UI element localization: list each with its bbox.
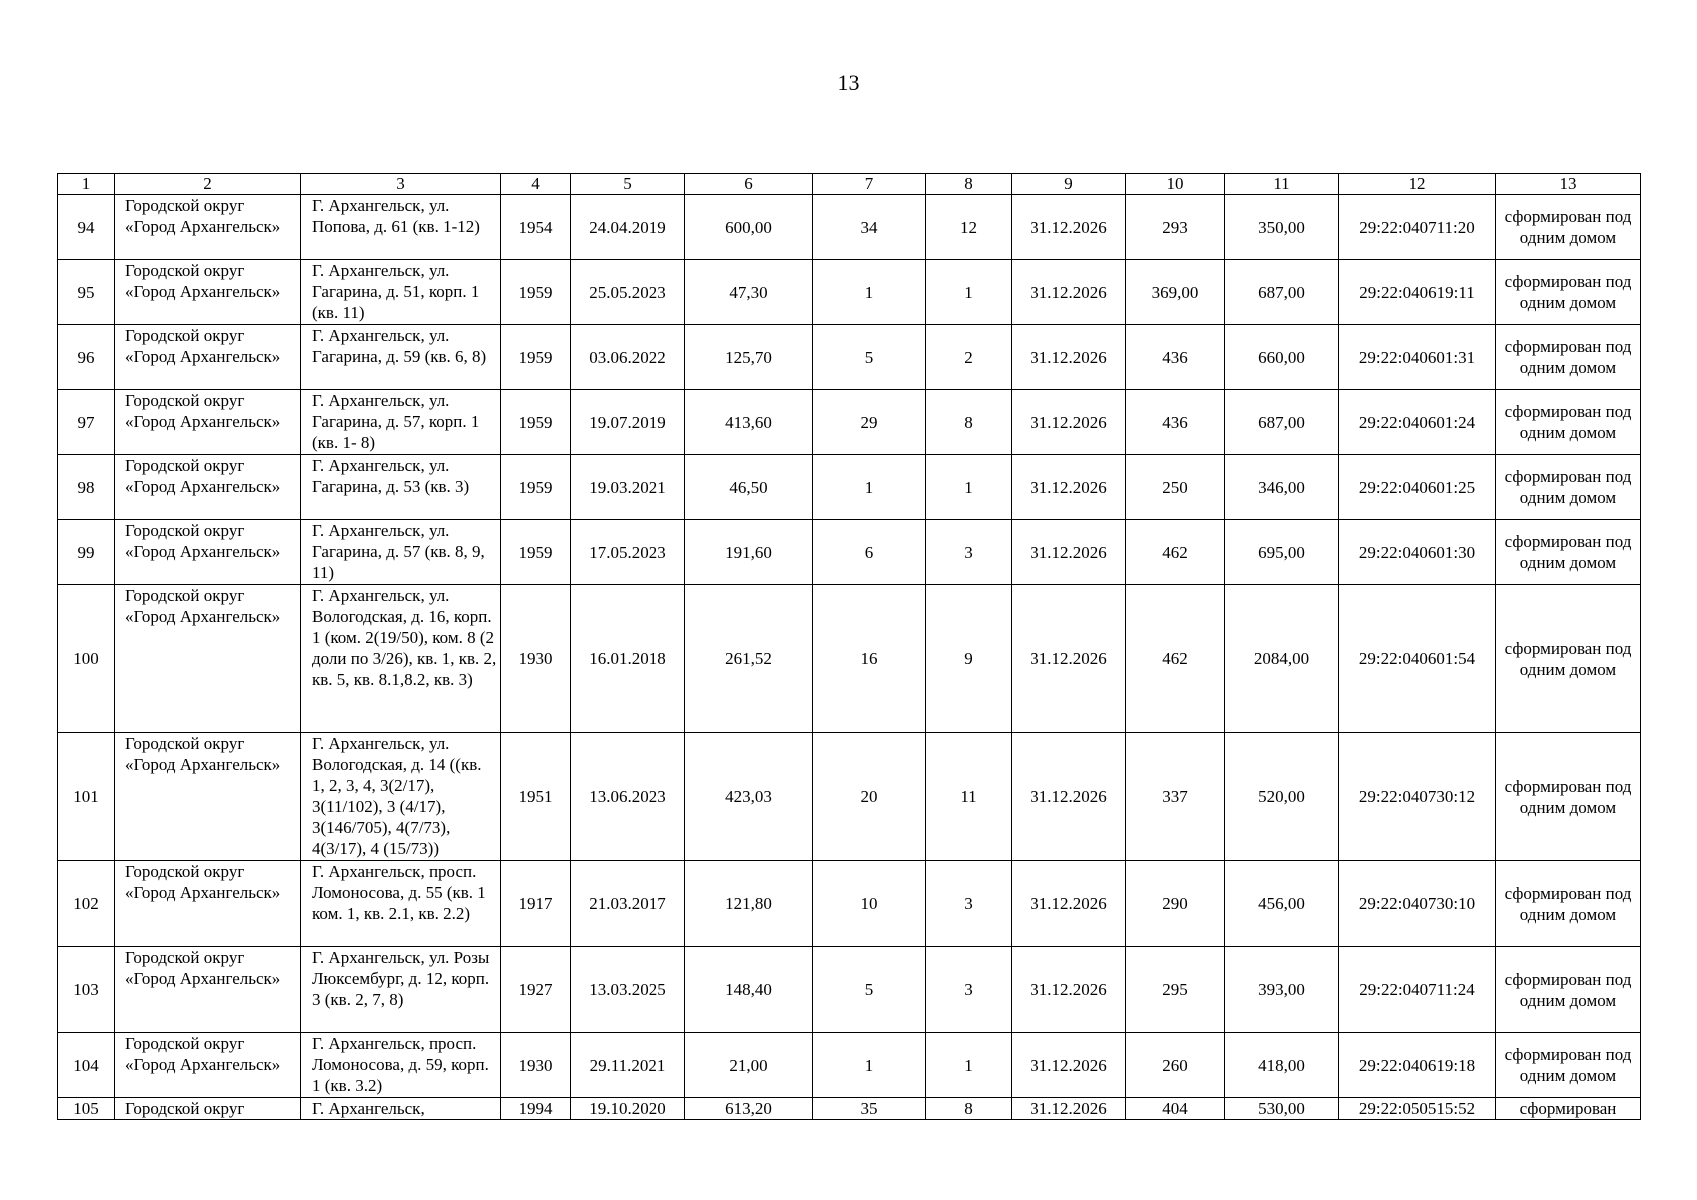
count-cell: 3	[926, 520, 1012, 585]
count-cell: 1	[926, 260, 1012, 325]
count-cell: 12	[926, 195, 1012, 260]
table-row	[58, 390, 1641, 455]
count-cell: 1	[926, 1033, 1012, 1098]
value-cell: 418,00	[1225, 1033, 1339, 1098]
area-cell: 46,50	[685, 455, 813, 520]
value-cell: 462	[1126, 520, 1225, 585]
value-cell: 293	[1126, 195, 1225, 260]
year-cell: 1927	[501, 947, 571, 1033]
column-header: 6	[685, 174, 813, 195]
count-cell: 9	[926, 585, 1012, 733]
row-number: 104	[58, 1033, 115, 1098]
value-cell: 660,00	[1225, 325, 1339, 390]
value-cell: 695,00	[1225, 520, 1339, 585]
column-header: 4	[501, 174, 571, 195]
row-number: 98	[58, 455, 115, 520]
count-cell: 8	[926, 390, 1012, 455]
value-cell: 687,00	[1225, 390, 1339, 455]
address-cell: Г. Архангельск, ул. Вологодская, д. 16, корп. 1 (ком. 2(19/50), ком. 8 (2 доли по 3/26), кв. 1, кв. 2, кв. 5, кв. 8.1,8.2, кв. 3)	[301, 585, 501, 733]
area-cell: 613,20	[685, 1098, 813, 1120]
deadline-cell: 31.12.2026	[1012, 1098, 1126, 1120]
owner-cell: Городской округ «Город Архангельск»	[115, 1033, 301, 1098]
value-cell: 404	[1126, 1098, 1225, 1120]
row-number: 101	[58, 733, 115, 861]
value-cell: 350,00	[1225, 195, 1339, 260]
deadline-cell: 31.12.2026	[1012, 1033, 1126, 1098]
column-header: 11	[1225, 174, 1339, 195]
owner-cell: Городской округ «Город Архангельск»	[115, 390, 301, 455]
area-cell: 261,52	[685, 585, 813, 733]
year-cell: 1930	[501, 1033, 571, 1098]
count-cell: 34	[813, 195, 926, 260]
table-row	[58, 455, 1641, 520]
column-header: 12	[1339, 174, 1496, 195]
status-cell: сформирован под одним домом	[1496, 861, 1641, 947]
status-cell: сформирован под одним домом	[1496, 520, 1641, 585]
count-cell: 1	[813, 455, 926, 520]
count-cell: 8	[926, 1098, 1012, 1120]
count-cell: 3	[926, 947, 1012, 1033]
table-row	[58, 733, 1641, 861]
date-cell: 21.03.2017	[571, 861, 685, 947]
owner-cell: Городской округ «Город Архангельск»	[115, 861, 301, 947]
deadline-cell: 31.12.2026	[1012, 195, 1126, 260]
row-number: 100	[58, 585, 115, 733]
address-cell: Г. Архангельск, ул. Гагарина, д. 53 (кв. 3)	[301, 455, 501, 520]
row-number: 99	[58, 520, 115, 585]
count-cell: 16	[813, 585, 926, 733]
column-header: 8	[926, 174, 1012, 195]
date-cell: 13.03.2025	[571, 947, 685, 1033]
owner-cell: Городской округ «Город Архангельск»	[115, 260, 301, 325]
owner-cell: Городской округ «Город Архангельск»	[115, 733, 301, 861]
address-cell: Г. Архангельск, ул. Розы Люксембург, д. 12, корп. 3 (кв. 2, 7, 8)	[301, 947, 501, 1033]
row-number: 102	[58, 861, 115, 947]
cadastral-number-cell: 29:22:040619:11	[1339, 260, 1496, 325]
table-row	[58, 1033, 1641, 1098]
count-cell: 5	[813, 325, 926, 390]
address-cell: Г. Архангельск, ул. Гагарина, д. 59 (кв. 6, 8)	[301, 325, 501, 390]
area-cell: 600,00	[685, 195, 813, 260]
row-number: 103	[58, 947, 115, 1033]
area-cell: 121,80	[685, 861, 813, 947]
address-cell: Г. Архангельск,	[301, 1098, 501, 1120]
deadline-cell: 31.12.2026	[1012, 520, 1126, 585]
table-row	[58, 1098, 1641, 1120]
date-cell: 24.04.2019	[571, 195, 685, 260]
deadline-cell: 31.12.2026	[1012, 390, 1126, 455]
date-cell: 16.01.2018	[571, 585, 685, 733]
owner-cell: Городской округ «Город Архангельск»	[115, 585, 301, 733]
column-header: 9	[1012, 174, 1126, 195]
cadastral-number-cell: 29:22:050515:52	[1339, 1098, 1496, 1120]
owner-cell: Городской округ	[115, 1098, 301, 1120]
area-cell: 413,60	[685, 390, 813, 455]
cadastral-number-cell: 29:22:040601:30	[1339, 520, 1496, 585]
count-cell: 1	[926, 455, 1012, 520]
value-cell: 436	[1126, 325, 1225, 390]
count-cell: 29	[813, 390, 926, 455]
status-cell: сформирован под одним домом	[1496, 1033, 1641, 1098]
value-cell: 290	[1126, 861, 1225, 947]
column-header: 1	[58, 174, 115, 195]
row-number: 94	[58, 195, 115, 260]
cadastral-number-cell: 29:22:040601:25	[1339, 455, 1496, 520]
area-cell: 125,70	[685, 325, 813, 390]
value-cell: 520,00	[1225, 733, 1339, 861]
count-cell: 10	[813, 861, 926, 947]
count-cell: 1	[813, 260, 926, 325]
value-cell: 456,00	[1225, 861, 1339, 947]
status-cell: сформирован под одним домом	[1496, 585, 1641, 733]
value-cell: 2084,00	[1225, 585, 1339, 733]
value-cell: 393,00	[1225, 947, 1339, 1033]
year-cell: 1959	[501, 390, 571, 455]
deadline-cell: 31.12.2026	[1012, 947, 1126, 1033]
date-cell: 13.06.2023	[571, 733, 685, 861]
year-cell: 1930	[501, 585, 571, 733]
area-cell: 148,40	[685, 947, 813, 1033]
value-cell: 250	[1126, 455, 1225, 520]
count-cell: 20	[813, 733, 926, 861]
date-cell: 17.05.2023	[571, 520, 685, 585]
count-cell: 6	[813, 520, 926, 585]
value-cell: 369,00	[1126, 260, 1225, 325]
status-cell: сформирован под одним домом	[1496, 325, 1641, 390]
value-cell: 337	[1126, 733, 1225, 861]
status-cell: сформирован под одним домом	[1496, 947, 1641, 1033]
year-cell: 1917	[501, 861, 571, 947]
address-cell: Г. Архангельск, ул. Попова, д. 61 (кв. 1-12)	[301, 195, 501, 260]
area-cell: 191,60	[685, 520, 813, 585]
count-cell: 5	[813, 947, 926, 1033]
table-row	[58, 861, 1641, 947]
table-row	[58, 260, 1641, 325]
area-cell: 47,30	[685, 260, 813, 325]
date-cell: 19.07.2019	[571, 390, 685, 455]
row-number: 97	[58, 390, 115, 455]
status-cell: сформирован под одним домом	[1496, 390, 1641, 455]
table-row	[58, 585, 1641, 733]
address-cell: Г. Архангельск, ул. Вологодская, д. 14 ((кв. 1, 2, 3, 4, 3(2/17), 3(11/102), 3 (4/17), 3(146/705), 4(7/73), 4(3/17), 4 (15/73))	[301, 733, 501, 861]
cadastral-number-cell: 29:22:040601:54	[1339, 585, 1496, 733]
column-header: 7	[813, 174, 926, 195]
deadline-cell: 31.12.2026	[1012, 585, 1126, 733]
deadline-cell: 31.12.2026	[1012, 260, 1126, 325]
status-cell: сформирован	[1496, 1098, 1641, 1120]
count-cell: 35	[813, 1098, 926, 1120]
cadastral-number-cell: 29:22:040730:12	[1339, 733, 1496, 861]
area-cell: 21,00	[685, 1033, 813, 1098]
column-header: 2	[115, 174, 301, 195]
status-cell: сформирован под одним домом	[1496, 733, 1641, 861]
deadline-cell: 31.12.2026	[1012, 861, 1126, 947]
address-cell: Г. Архангельск, просп. Ломоносова, д. 55 (кв. 1 ком. 1, кв. 2.1, кв. 2.2)	[301, 861, 501, 947]
cadastral-number-cell: 29:22:040730:10	[1339, 861, 1496, 947]
table-row	[58, 325, 1641, 390]
date-cell: 19.03.2021	[571, 455, 685, 520]
year-cell: 1959	[501, 520, 571, 585]
status-cell: сформирован под одним домом	[1496, 195, 1641, 260]
address-cell: Г. Архангельск, ул. Гагарина, д. 57, корп. 1 (кв. 1- 8)	[301, 390, 501, 455]
housing-registry-table	[57, 173, 1641, 1120]
deadline-cell: 31.12.2026	[1012, 455, 1126, 520]
owner-cell: Городской округ «Город Архангельск»	[115, 195, 301, 260]
address-cell: Г. Архангельск, ул. Гагарина, д. 57 (кв. 8, 9, 11)	[301, 520, 501, 585]
column-header: 10	[1126, 174, 1225, 195]
header-row	[58, 174, 1641, 195]
row-number: 96	[58, 325, 115, 390]
value-cell: 687,00	[1225, 260, 1339, 325]
status-cell: сформирован под одним домом	[1496, 455, 1641, 520]
owner-cell: Городской округ «Город Архангельск»	[115, 520, 301, 585]
year-cell: 1994	[501, 1098, 571, 1120]
cadastral-number-cell: 29:22:040711:20	[1339, 195, 1496, 260]
cadastral-number-cell: 29:22:040601:24	[1339, 390, 1496, 455]
column-header: 5	[571, 174, 685, 195]
year-cell: 1959	[501, 325, 571, 390]
address-cell: Г. Архангельск, просп. Ломоносова, д. 59, корп. 1 (кв. 3.2)	[301, 1033, 501, 1098]
year-cell: 1959	[501, 260, 571, 325]
row-number: 95	[58, 260, 115, 325]
year-cell: 1959	[501, 455, 571, 520]
date-cell: 19.10.2020	[571, 1098, 685, 1120]
date-cell: 03.06.2022	[571, 325, 685, 390]
cadastral-number-cell: 29:22:040711:24	[1339, 947, 1496, 1033]
table-row	[58, 520, 1641, 585]
column-header: 3	[301, 174, 501, 195]
row-number: 105	[58, 1098, 115, 1120]
deadline-cell: 31.12.2026	[1012, 325, 1126, 390]
value-cell: 346,00	[1225, 455, 1339, 520]
cadastral-number-cell: 29:22:040619:18	[1339, 1033, 1496, 1098]
date-cell: 25.05.2023	[571, 260, 685, 325]
address-cell: Г. Архангельск, ул. Гагарина, д. 51, корп. 1 (кв. 11)	[301, 260, 501, 325]
value-cell: 530,00	[1225, 1098, 1339, 1120]
value-cell: 462	[1126, 585, 1225, 733]
page-number: 13	[837, 70, 860, 95]
value-cell: 260	[1126, 1033, 1225, 1098]
count-cell: 2	[926, 325, 1012, 390]
owner-cell: Городской округ «Город Архангельск»	[115, 455, 301, 520]
year-cell: 1951	[501, 733, 571, 861]
value-cell: 436	[1126, 390, 1225, 455]
count-cell: 11	[926, 733, 1012, 861]
count-cell: 1	[813, 1033, 926, 1098]
deadline-cell: 31.12.2026	[1012, 733, 1126, 861]
table-row	[58, 195, 1641, 260]
value-cell: 295	[1126, 947, 1225, 1033]
date-cell: 29.11.2021	[571, 1033, 685, 1098]
count-cell: 3	[926, 861, 1012, 947]
status-cell: сформирован под одним домом	[1496, 260, 1641, 325]
table-row	[58, 947, 1641, 1033]
year-cell: 1954	[501, 195, 571, 260]
cadastral-number-cell: 29:22:040601:31	[1339, 325, 1496, 390]
owner-cell: Городской округ «Город Архангельск»	[115, 947, 301, 1033]
owner-cell: Городской округ «Город Архангельск»	[115, 325, 301, 390]
column-header: 13	[1496, 174, 1641, 195]
area-cell: 423,03	[685, 733, 813, 861]
